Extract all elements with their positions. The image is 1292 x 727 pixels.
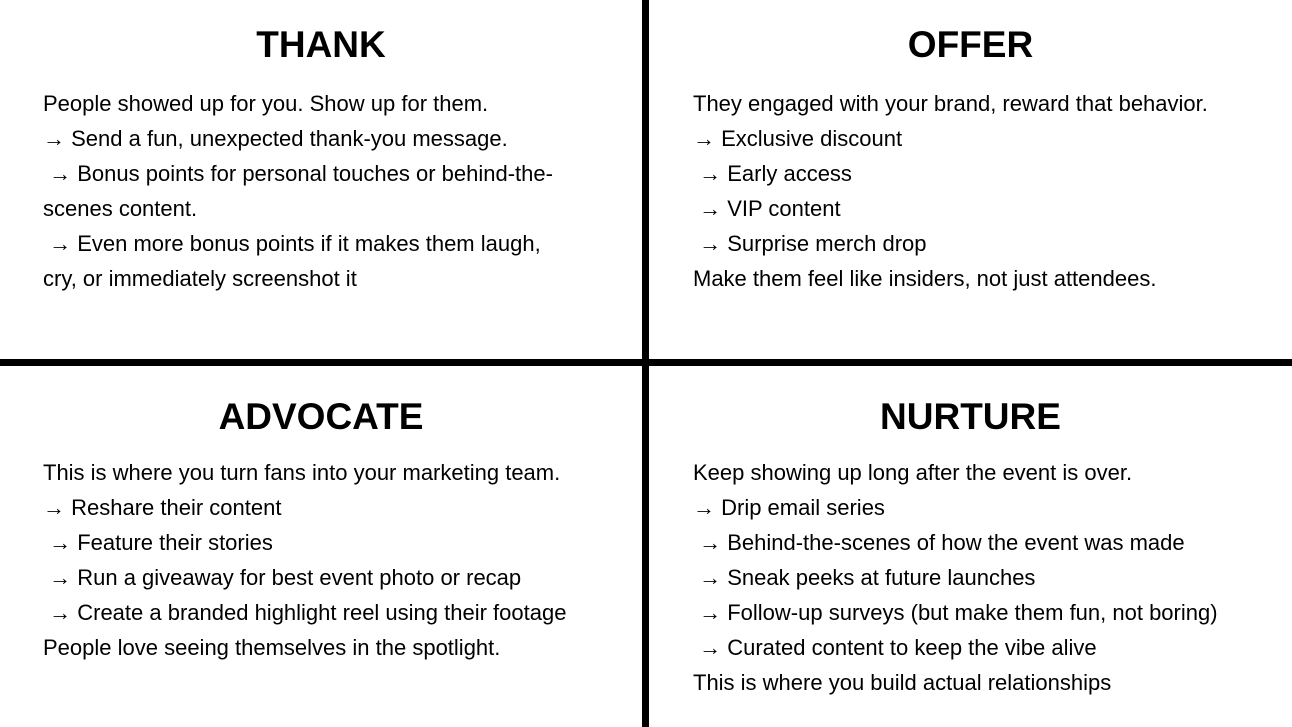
- advocate-title: ADVOCATE: [218, 396, 424, 437]
- offer-line: → Early access: [693, 161, 852, 186]
- nurture-line: → Follow-up surveys (but make them fun, not boring): [693, 600, 1218, 625]
- advocate-line: → Reshare their content: [43, 495, 282, 520]
- offer-line: → Surprise merch drop: [693, 231, 927, 256]
- advocate-quadrant: [0, 366, 642, 727]
- advocate-body: [43, 455, 566, 665]
- offer-line: They engaged with your brand, reward that behavior.: [693, 91, 1208, 116]
- nurture-line: → Sneak peeks at future launches: [693, 565, 1036, 590]
- advocate-line: This is where you turn fans into your marketing team.: [43, 460, 561, 485]
- advocate-line: → Run a giveaway for best event photo or recap: [43, 565, 522, 590]
- horizontal-divider: [0, 359, 1292, 366]
- advocate-line: → Feature their stories: [43, 530, 273, 555]
- thank-body: [43, 86, 553, 296]
- nurture-line: This is where you build actual relationships: [693, 670, 1112, 695]
- nurture-line: → Behind-the-scenes of how the event was made: [693, 530, 1185, 555]
- thank-title: THANK: [256, 24, 386, 65]
- nurture-body: [693, 455, 1218, 700]
- nurture-line: → Curated content to keep the vibe alive: [693, 635, 1097, 660]
- advocate-line: People love seeing themselves in the spotlight.: [43, 635, 501, 660]
- offer-quadrant: [649, 0, 1292, 359]
- nurture-line: Keep showing up long after the event is over.: [693, 460, 1133, 485]
- thank-line: → Send a fun, unexpected thank-you message.: [43, 126, 508, 151]
- thank-line: → Bonus points for personal touches or behind-the-: [43, 161, 553, 186]
- nurture-title: NURTURE: [880, 396, 1061, 437]
- thank-quadrant: [0, 0, 642, 359]
- offer-line: → Exclusive discount: [693, 126, 903, 151]
- thank-line: → Even more bonus points if it makes them laugh,: [43, 231, 541, 256]
- offer-line: → VIP content: [693, 196, 841, 221]
- offer-body: [693, 86, 1208, 296]
- thank-line: People showed up for you. Show up for them.: [43, 91, 489, 116]
- offer-title: OFFER: [907, 24, 1034, 65]
- nurture-line: → Drip email series: [693, 495, 885, 520]
- nurture-quadrant: [649, 366, 1292, 727]
- thank-line: cry, or immediately screenshot it: [43, 266, 357, 291]
- offer-line: Make them feel like insiders, not just attendees.: [693, 266, 1157, 291]
- thank-line: scenes content.: [43, 196, 198, 221]
- advocate-line: → Create a branded highlight reel using their footage: [43, 600, 567, 625]
